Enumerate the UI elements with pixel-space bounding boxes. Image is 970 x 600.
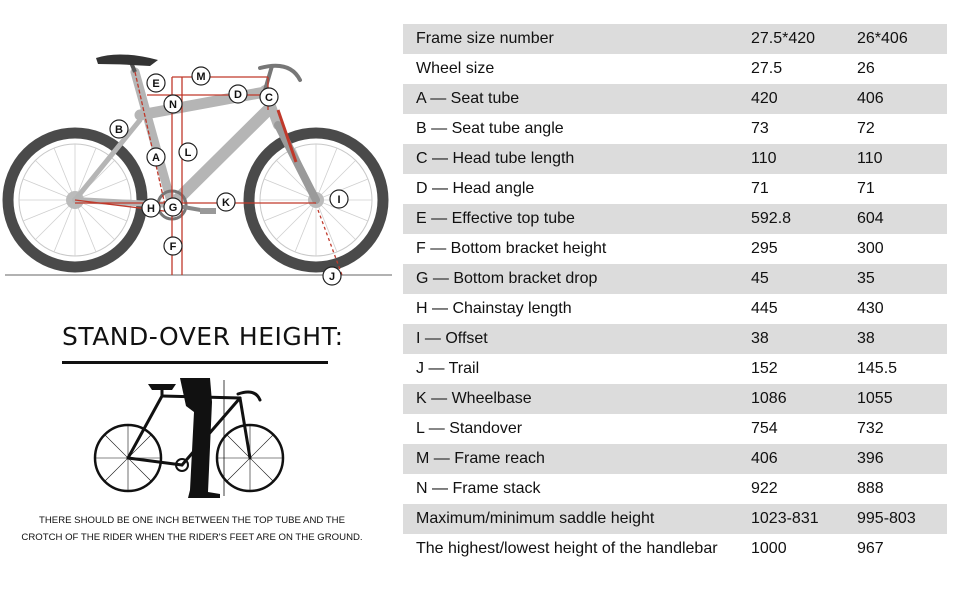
spec-label: A — Seat tube bbox=[403, 84, 751, 114]
spec-value-27-5: 1000 bbox=[751, 540, 787, 557]
spec-value-27-5: 922 bbox=[751, 480, 778, 497]
spec-label: H — Chainstay length bbox=[416, 300, 572, 317]
label-e bbox=[147, 74, 165, 92]
svg-text:A: A bbox=[152, 152, 160, 164]
label-l bbox=[179, 143, 197, 161]
saddle bbox=[96, 54, 158, 72]
spec-value-26: 396 bbox=[857, 444, 947, 474]
spec-label: B — Seat tube angle bbox=[416, 120, 564, 137]
spec-value-27-5: 295 bbox=[751, 240, 778, 257]
label-i bbox=[330, 190, 348, 208]
standover-title: STAND-OVER HEIGHT: bbox=[62, 322, 344, 351]
standover-illustration bbox=[90, 372, 290, 500]
spec-label: The highest/lowest height of the handlebar bbox=[416, 540, 718, 557]
spec-value-27-5: 592.8 bbox=[751, 204, 857, 234]
label-f bbox=[164, 237, 182, 255]
spec-label: E — Effective top tube bbox=[403, 204, 751, 234]
svg-text:F: F bbox=[169, 241, 177, 253]
spec-row bbox=[403, 444, 947, 474]
spec-label: Frame size number bbox=[403, 24, 751, 54]
label-d bbox=[229, 85, 247, 103]
svg-text:B: B bbox=[115, 124, 123, 136]
spec-value-26: 1055 bbox=[857, 384, 947, 414]
spec-label: G — Bottom bracket drop bbox=[403, 264, 751, 294]
spec-value-27-5: 152 bbox=[751, 360, 778, 377]
spec-row bbox=[403, 324, 947, 354]
svg-text:M: M bbox=[196, 71, 206, 83]
label-n bbox=[164, 95, 182, 113]
spec-value-26: 300 bbox=[857, 240, 884, 257]
spec-value-27-5: 38 bbox=[751, 324, 857, 354]
spec-value-27-5: 406 bbox=[751, 444, 857, 474]
label-b bbox=[110, 120, 128, 138]
label-k bbox=[217, 193, 235, 211]
spec-row bbox=[403, 114, 947, 144]
spec-value-27-5: 420 bbox=[751, 84, 857, 114]
spec-row bbox=[403, 24, 947, 54]
spec-value-26: 110 bbox=[857, 144, 947, 174]
spec-row bbox=[403, 534, 947, 564]
spec-value-26: 26 bbox=[857, 60, 875, 77]
spec-value-26: 995-803 bbox=[857, 504, 947, 534]
spec-value-26: 967 bbox=[857, 540, 884, 557]
spec-label: I — Offset bbox=[403, 324, 751, 354]
spec-label: N — Frame stack bbox=[416, 480, 541, 497]
spec-value-26: 71 bbox=[857, 180, 875, 197]
spec-row bbox=[403, 234, 947, 264]
spec-value-27-5: 1086 bbox=[751, 384, 857, 414]
standover-note-line-1: THERE SHOULD BE ONE INCH BETWEEN THE TOP TUBE AND THE bbox=[39, 515, 345, 526]
spec-value-26: 430 bbox=[857, 300, 884, 317]
bike-geometry-diagram bbox=[0, 20, 400, 290]
spec-value-26: 26*406 bbox=[857, 24, 947, 54]
spec-label: C — Head tube length bbox=[403, 144, 751, 174]
spec-row bbox=[403, 174, 947, 204]
label-g bbox=[164, 198, 182, 216]
spec-value-26: 145.5 bbox=[857, 360, 898, 377]
spec-label: Maximum/minimum saddle height bbox=[403, 504, 751, 534]
spec-value-26: 38 bbox=[857, 324, 947, 354]
svg-text:I: I bbox=[337, 194, 341, 206]
spec-row bbox=[403, 264, 947, 294]
svg-text:K: K bbox=[222, 197, 230, 209]
svg-text:G: G bbox=[168, 202, 178, 214]
svg-text:L: L bbox=[184, 147, 192, 159]
svg-text:J: J bbox=[328, 271, 336, 283]
standover-note bbox=[12, 512, 372, 546]
spec-value-27-5: 71 bbox=[751, 180, 769, 197]
label-m bbox=[192, 67, 210, 85]
spec-row bbox=[403, 204, 947, 234]
spec-row bbox=[403, 354, 947, 384]
spec-row bbox=[403, 474, 947, 504]
spec-value-26: 406 bbox=[857, 84, 947, 114]
spec-row bbox=[403, 54, 947, 84]
spec-label: F — Bottom bracket height bbox=[416, 240, 607, 257]
spec-row bbox=[403, 294, 947, 324]
spec-value-27-5: 27.5*420 bbox=[751, 24, 857, 54]
svg-text:N: N bbox=[169, 99, 177, 111]
spec-row bbox=[403, 84, 947, 114]
spec-label: L — Standover bbox=[416, 420, 523, 437]
label-h bbox=[142, 199, 160, 217]
handlebar bbox=[260, 66, 300, 90]
spec-value-27-5: 73 bbox=[751, 120, 769, 137]
spec-value-27-5: 110 bbox=[751, 144, 857, 174]
standover-divider bbox=[62, 361, 328, 364]
spec-value-26: 888 bbox=[857, 480, 884, 497]
spec-value-27-5: 754 bbox=[751, 420, 778, 437]
spec-value-27-5: 1023-831 bbox=[751, 504, 857, 534]
spec-value-27-5: 45 bbox=[751, 264, 857, 294]
spec-label: M — Frame reach bbox=[403, 444, 751, 474]
spec-row bbox=[403, 384, 947, 414]
label-c bbox=[260, 88, 278, 106]
spec-label: Wheel size bbox=[416, 60, 495, 77]
spec-value-27-5: 445 bbox=[751, 300, 778, 317]
svg-text:E: E bbox=[152, 78, 160, 90]
svg-text:D: D bbox=[234, 89, 242, 101]
spec-row bbox=[403, 504, 947, 534]
spec-value-26: 732 bbox=[857, 420, 884, 437]
spec-label: J — Trail bbox=[416, 360, 480, 377]
spec-row bbox=[403, 144, 947, 174]
spec-label: D — Head angle bbox=[416, 180, 535, 197]
geometry-spec-table bbox=[403, 24, 947, 564]
spec-value-26: 72 bbox=[857, 120, 875, 137]
svg-text:H: H bbox=[147, 203, 155, 215]
spec-value-27-5: 27.5 bbox=[751, 60, 783, 77]
standover-note-line-2: CROTCH OF THE RIDER WHEN THE RIDER'S FEET ARE ON THE GROUND. bbox=[21, 532, 363, 543]
svg-text:C: C bbox=[265, 92, 273, 104]
label-j bbox=[323, 267, 341, 285]
spec-label: K — Wheelbase bbox=[403, 384, 751, 414]
label-a bbox=[147, 148, 165, 166]
spec-value-26: 604 bbox=[857, 204, 947, 234]
spec-row bbox=[403, 414, 947, 444]
spec-value-26: 35 bbox=[857, 264, 947, 294]
